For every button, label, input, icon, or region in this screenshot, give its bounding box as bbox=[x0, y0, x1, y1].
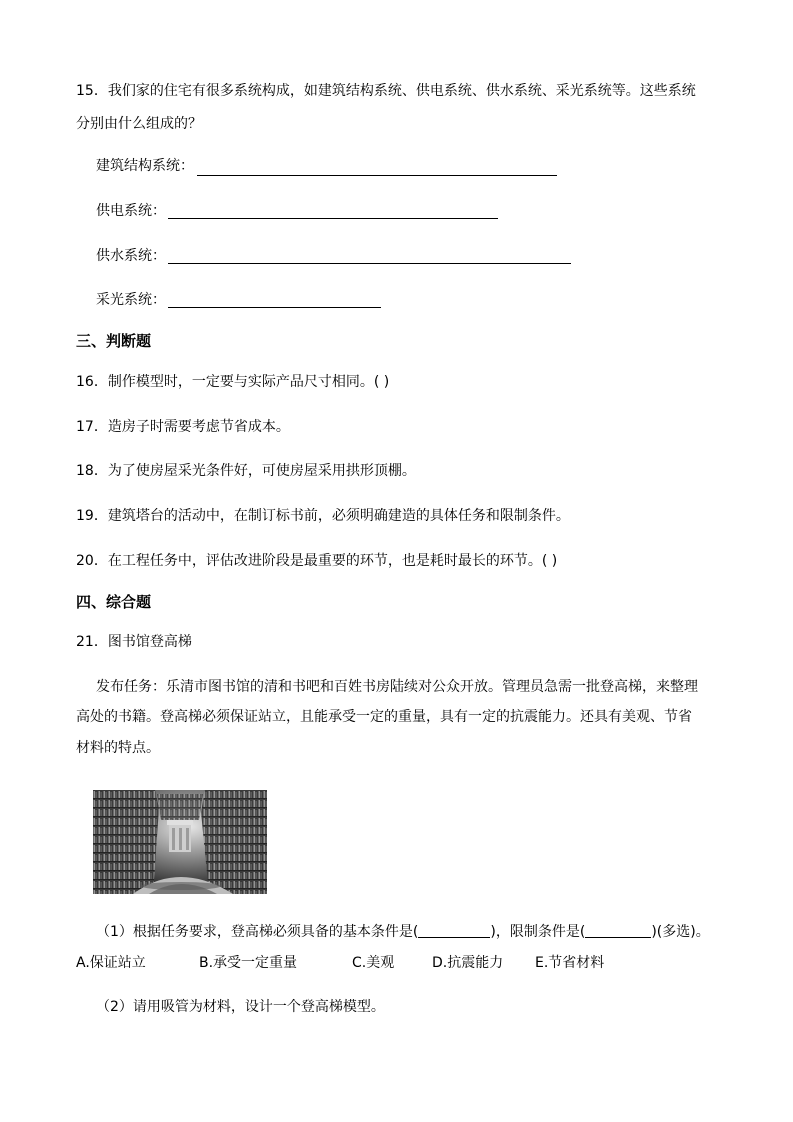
sub1-suffix: )(多选)。 bbox=[651, 924, 710, 940]
q21-sub2: （2）请用吸管为材料，设计一个登高梯模型。 bbox=[96, 999, 385, 1015]
field-label-structure: 建筑结构系统： bbox=[96, 158, 194, 174]
section-heading-judge: 三、判断题 bbox=[76, 332, 152, 350]
judge-item-20 bbox=[76, 551, 557, 571]
q15-text-line2: 分别由什么组成的？ bbox=[76, 116, 202, 132]
q21-title: 21．图书馆登高梯 bbox=[76, 634, 192, 650]
library-photo-graphic bbox=[93, 790, 267, 894]
judge-num: 19． bbox=[76, 508, 108, 524]
sub1-middle: )，限制条件是( bbox=[490, 924, 586, 940]
sub1-prefix: （1）根据任务要求，登高梯必须具备的基本条件是( bbox=[96, 924, 419, 940]
option-c[interactable]: C.美观 bbox=[352, 955, 395, 971]
judge-item-17 bbox=[76, 417, 290, 437]
answer-line-structure[interactable] bbox=[197, 175, 557, 176]
judge-item-18 bbox=[76, 461, 416, 481]
judge-text: 建筑塔台的活动中，在制订标书前，必须明确建造的具体任务和限制条件。 bbox=[107, 508, 570, 524]
judge-num: 17． bbox=[76, 419, 108, 435]
q21-paragraph-line1: 发布任务：乐清市图书馆的清和书吧和百姓书房陆续对公众开放。管理员急需一批登高梯，来整理 bbox=[96, 679, 698, 695]
field-label-power: 供电系统： bbox=[96, 203, 166, 219]
field-label-light: 采光系统： bbox=[96, 292, 166, 308]
option-d[interactable]: D.抗震能力 bbox=[432, 955, 504, 971]
judge-item-19 bbox=[76, 506, 570, 526]
judge-text: 为了使房屋采光条件好，可使房屋采用拱形顶棚。 bbox=[107, 463, 416, 479]
q15-text-line1: 15．我们家的住宅有很多系统构成，如建筑结构系统、供电系统、供水系统、采光系统等。这些系统 bbox=[76, 83, 696, 99]
option-a[interactable]: A.保证站立 bbox=[76, 955, 146, 971]
limit-condition-blank[interactable] bbox=[585, 923, 651, 938]
judge-text: 制作模型时，一定要与实际产品尺寸相同。( ) bbox=[107, 374, 390, 390]
basic-condition-blank[interactable] bbox=[418, 923, 490, 938]
judge-num: 16． bbox=[76, 374, 108, 390]
answer-line-water[interactable] bbox=[168, 263, 571, 264]
judge-text: 在工程任务中，评估改进阶段是最重要的环节，也是耗时最长的环节。( ) bbox=[107, 553, 558, 569]
judge-item-16 bbox=[76, 372, 389, 392]
q21-paragraph-line3: 材料的特点。 bbox=[76, 740, 160, 756]
q21-paragraph-line2: 高处的书籍。登高梯必须保证站立，且能承受一定的重量，具有一定的抗震能力。还具有美观、节省 bbox=[76, 709, 692, 725]
answer-line-power[interactable] bbox=[168, 218, 498, 219]
option-e[interactable]: E.节省材料 bbox=[535, 955, 605, 971]
option-b[interactable]: B.承受一定重量 bbox=[199, 955, 298, 971]
judge-num: 18． bbox=[76, 463, 108, 479]
judge-num: 20． bbox=[76, 553, 108, 569]
section-heading-comprehensive: 四、综合题 bbox=[76, 593, 152, 611]
answer-line-light[interactable] bbox=[168, 307, 381, 308]
field-label-water: 供水系统： bbox=[96, 248, 166, 264]
library-photo bbox=[93, 790, 267, 894]
q21-sub1 bbox=[96, 922, 710, 942]
judge-text: 造房子时需要考虑节省成本。 bbox=[107, 419, 290, 435]
